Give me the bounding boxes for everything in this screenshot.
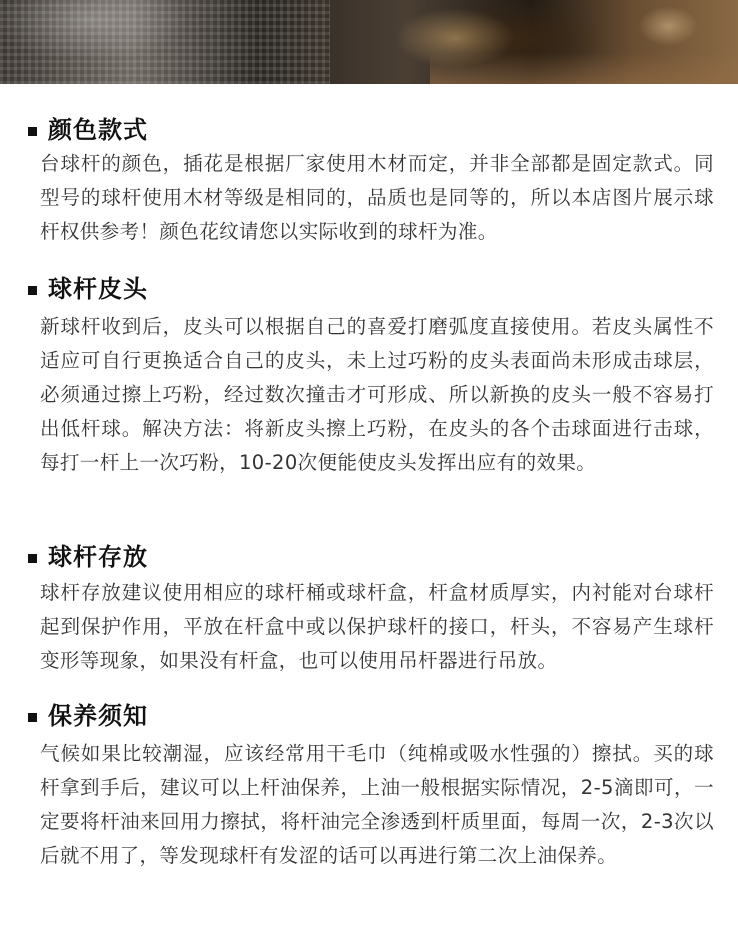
- section-heading: [28, 701, 148, 731]
- hero-photo: [0, 0, 738, 84]
- hero-shirt-pattern: [0, 0, 330, 84]
- hero-table-edge: [430, 52, 738, 84]
- section-body: 台球杆的颜色，插花是根据厂家使用木材而定，并非全部都是固定款式。同型号的球杆使用木材等级是相同的，品质也是同等的，所以本店图片展示球杆权供参考！颜色花纹请您以实际收到的球杆为准。: [40, 152, 714, 243]
- section-body: 球杆存放建议使用相应的球杆桶或球杆盒，杆盒材质厚实，内衬能对台球杆起到保护作用，平放在杆盒中或以保护球杆的接口，杆头，不容易产生球杆变形等现象，如果没有杆盒，也可以使用吊杆器进行吊放。: [40, 581, 714, 672]
- section-title: 球杆存放: [48, 543, 148, 571]
- section-body: 新球杆收到后，皮头可以根据自己的喜爱打磨弧度直接使用。若皮头属性不适应可自行更换适合自己的皮头，未上过巧粉的皮头表面尚未形成击球层，必须通过擦上巧粉，经过数次撞击才可形成、所以新换的皮头一般不容易打出低杆球。解决方法：将新皮头擦上巧粉，在皮头的各个击球面进行击球，每打一杆上一次巧粉，10-20次便能使皮头发挥出应有的效果。: [40, 315, 714, 474]
- section-heading: [28, 115, 148, 145]
- square-bullet-icon: [28, 127, 37, 136]
- square-bullet-icon: [28, 554, 37, 563]
- section-heading: [28, 542, 148, 572]
- section-title: 颜色款式: [48, 116, 148, 144]
- section-title: 球杆皮头: [48, 275, 148, 303]
- square-bullet-icon: [28, 713, 37, 722]
- section-heading: [28, 274, 148, 304]
- square-bullet-icon: [28, 286, 37, 295]
- section-title: 保养须知: [48, 702, 148, 730]
- section-body: 气候如果比较潮湿，应该经常用干毛巾（纯棉或吸水性强的）擦拭。买的球杆拿到手后，建议可以上杆油保养，上油一般根据实际情况，2-5滴即可，一定要将杆油来回用力擦拭，将杆油完全渗透到杆质里面，每周一次，2-3次以后就不用了，等发现球杆有发涩的话可以再进行第二次上油保养。: [40, 742, 714, 867]
- hero-lamp: [638, 6, 698, 46]
